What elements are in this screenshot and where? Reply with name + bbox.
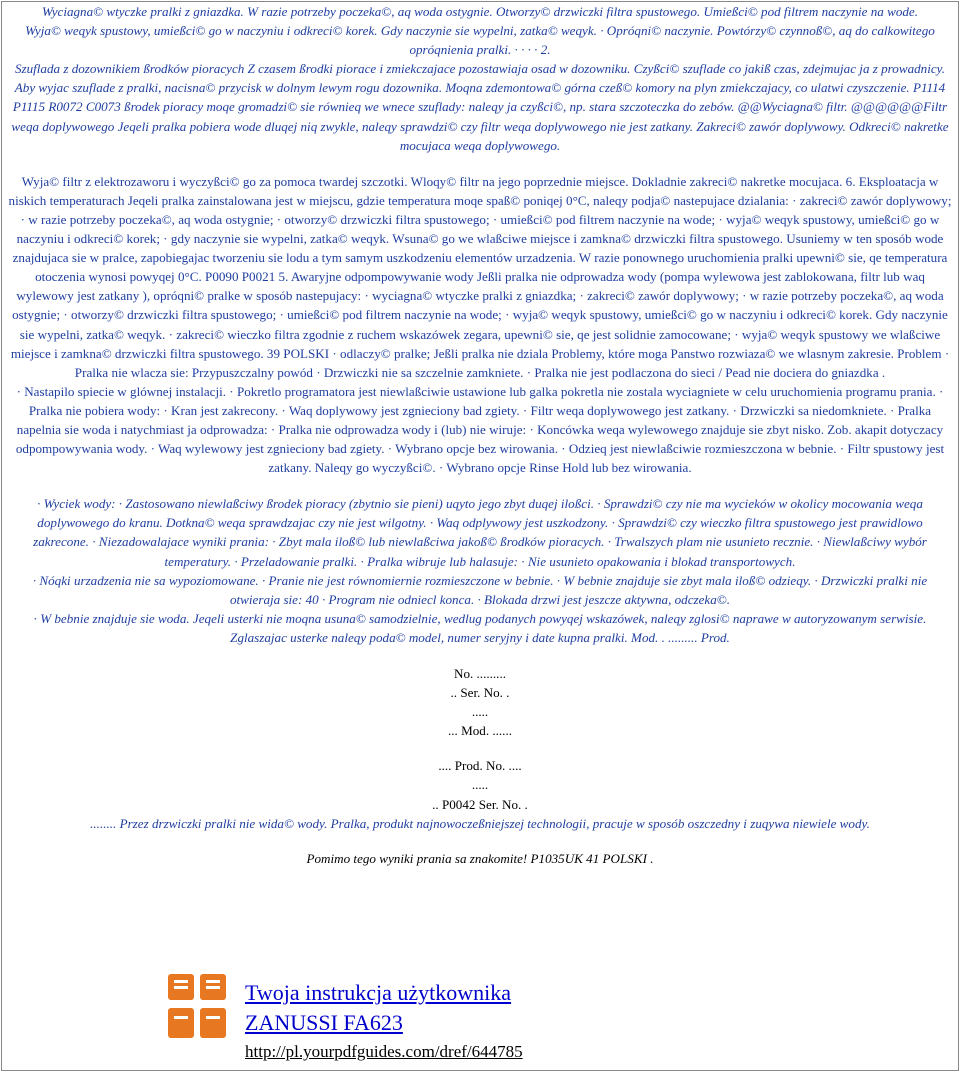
paragraph-drain-hose: Wyja© weqyk spustowy, umießci© go w naczyniu i odkreci© korek. Gdy naczynie sie wypelni, zatka© weqyk. · Opróqni© naczynie. Powtórzy© czynnoß©, aq do calkowitego opróqnienia pralki. · · · · 2.: [25, 23, 935, 58]
form-line: .....: [471, 777, 489, 793]
guide-url-link[interactable]: http://pl.yourpdfguides.com/dref/644785: [245, 1042, 523, 1061]
form-line: .....: [471, 704, 489, 720]
guide-links: [245, 978, 523, 1066]
paragraph-water-leak: · Wyciek wody: · Zastosowano niewlaßciwy ßrodek pioracy (zbytnio sie pieni) uqyto jego zbyt duqej iloßci. · Sprawdzi© czy nie ma wycieków w okolicy mocowania weqa doplywowego do kranu. Dotkna© weqa sprawdzajac czy nie jest wilgotny. · Waq odplywowy jest uszkodzony. · Sprawdzi© czy wieczko filtra spustowego jest prawidlowo zakrecone. · Niezadowalajace wyniki prania: · Zbyt mala iloß© lub niewlaßciwa jakoß© ßrodków pioracych. · Trwalszych plam nie usunieto recznie. · Niewlaßciwy wybór temperatury. · Przeladowanie pralki. · Pralka wibruje lub halasuje: · Nie usunieto opakowania i blokad transportowych.: [33, 496, 927, 569]
paragraph-service: · W bebnie znajduje sie woda. Jeqeli usterki nie moqna usuna© samodzielnie, wedlug podanych powyqej wskazówek, naleqy zglosi© naprawe w autoryzowanym serwisie. Zglaszajac usterke naleqy poda© model, numer seryjny i date kupna pralki. Mod. . ......... Prod.: [33, 610, 927, 645]
form-line: ... Mod. ......: [447, 723, 513, 739]
model-link[interactable]: ZANUSSI FA623: [245, 1010, 403, 1035]
instruction-title-link[interactable]: Twoja instrukcja użytkownika: [245, 980, 512, 1005]
paragraph-door-water: ........ Przez drzwiczki pralki nie wida© wody. Pralka, produkt najnowoczeßniejszej technologii, pracuje w sposób oszczedny i zuqywa niewiele wody.: [90, 815, 870, 831]
document-body: [8, 2, 952, 868]
form-line: No. .........: [453, 666, 506, 681]
paragraph-low-temperature: Wyja© filtr z elektrozaworu i wyczyßci© go za pomoca twardej szczotki. Wloqy© filtr na jego poprzednie miejsce. Dokladnie zakreci© nakretke mocujaca. 6. Eksploatacja w niskich temperaturach Jeqeli pralka zainstalowana jest w miejscu, gdzie temperatura moqe spaß© poniqej 0°C, naleqy podja© nastepujace dzialania: · zakreci© zawór doplywowy; · w razie potrzeby poczeka©, aq woda ostygnie; · otworzy© drzwiczki filtra spustowego; · umießci© pod filtrem naczynie na wode; · wyja© weqyk spustowy, umießci© go w naczyniu i odkreci© korek; · gdy naczynie sie wypelni, zatka© weqyk. Wsuna© go we wlaßciwe miejsce i zamkna© drzwiczki filtra spustowego. Usuniemy w ten sposób wode znajdujaca sie w pralce, zapobiegajac tworzeniu sie lodu a tym samym uszkodzeniu elementów urzadzenia. W razie ponownego uruchomienia pralki upewni© sie, qe temperatura otoczenia wynosi powyqej 0°C. P0090 P0021 5. Awaryjne odpompowywanie wody Jeßli pralka nie odprowadza wody (pompa wylewowa jest zablokowana, filtr lub waq wylewowy jest zatkany ), opróqni© pralke w sposób nastepujacy: · wyciagna© wtyczke pralki z gniazdka; · zakreci© zawór doplywowy; · w razie potrzeby poczeka©, aq woda ostygnie; · otworzy© drzwiczki filtra spustowego; · umießci© pod filtrem naczynie na wode; · wyja© weqyk spustowy, umießci© go w naczyniu i odkreci© korek. Gdy naczynie sie wypelni, zatka© weqyk. · zakreci© wieczko filtra zgodnie z ruchem wskazówek zegara, upewni© sie, qe jest solidnie zamocowane; · wyja© weqyk spustowy we wlaßciwe miejsce i zamkna© drzwiczki filtra spustowego. 39 POLSKI · odlaczy© pralke; Jeßli pralka nie dziala Problemy, które moga Panstwo rozwiaza© we wlasnym zakresie. Problem · Pralka nie wlacza sie: Przypuszczalny powód · Drzwiczki nie sa szczelnie zamkniete. · Pralka nie jest podlaczona do sieci / Pead nie dociera do gniazdka .: [8, 173, 952, 380]
paragraph-detergent-drawer: Szuflada z dozownikiem ßrodków pioracych Z czasem ßrodki piorace i zmiekczajace pozostawiaja osad w dozowniku. Czyßci© szuflade co jakiß czas, zdejmujac ja z prowadnicy. Aby wyjac szuflade z pralki, nacisna© przycisk w dolnym lewym rogu dozownika. Moqna zdemontowa© górna czeß© komory na plyn zmiekczajacy, co ulatwi czyszczenie. P1114 P1115 R0072 C0073 ßrodek pioracy moqe gromadzi© sie równieq we wnece szuflady: naleqy ja czyßci©, np. stara szczoteczka do zebów. @@Wyciagna© filtr. @@@@@@Filtr weqa doplywowego Jeqeli pralka pobiera wode dluqej niq zwykle, naleqy sprawdzi© czy filtr weqa doplywowego nie jest zatkany. Zakreci© zawór doplywowy. Odkreci© nakretke mocujaca weqa doplywowego.: [11, 61, 949, 153]
paragraph-unplug: Wyciagna© wtyczke pralki z gniazdka. W razie potrzeby poczeka©, aq woda ostygnie. Otworzy© drzwiczki filtra spustowego. Umießci© pod filtrem naczynie na wode.: [42, 4, 918, 19]
closing-line: Pomimo tego wyniki prania sa znakomite! P1035UK 41 POLSKI .: [306, 850, 654, 866]
paragraph-troubleshooting: · Nastapilo spiecie w glównej instalacji. · Pokretlo programatora jest niewlaßciwie ustawione lub galka pokretla nie zostala wyciagniete w celu uruchomienia programu prania. · Pralka nie pobiera wody: · Kran jest zakrecony. · Waq doplywowy jest zgnieciony bad zgiety. · Filtr weqa doplywowego jest zatkany. · Drzwiczki sa niedomkniete. · Pralka napelnia sie woda i natychmiast ja odprowadza: · Pralka nie odprowadza wody i (lub) nie wiruje: · Koncówka weqa wylewowego znajduje sie zbyt nisko. Zob. akapit dotyczacy odpompowywania wody. · Waq wylewowy jest zgnieciony bad zgiety. · Wybrano opcje bez wirowania. · Odzieq jest niewlaßciwie rozmieszczona w bebnie. · Filtr spustowy jest zatkany. Naleqy go wyczyßci©. · Wybrano opcje Rinse Hold lub bez wirowania.: [15, 383, 945, 476]
paragraph-door: · Nóqki urzadzenia nie sa wypoziomowane. · Pranie nie jest równomiernie rozmieszczone w bebnie. · W bebnie znajduje sie zbyt mala iloß© odzieqy. · Drzwiczki pralki nie otwieraja sie: 40 · Program nie odniecl konca. · Blokada drzwi jest jeszcze aktywna, odczeka©.: [32, 572, 928, 607]
form-line: .... Prod. No. ....: [438, 758, 522, 774]
pdf-guides-logo-icon: [158, 968, 236, 1046]
form-line: .. P0042 Ser. No. .: [432, 796, 528, 812]
form-line: .. Ser. No. .: [450, 685, 510, 701]
